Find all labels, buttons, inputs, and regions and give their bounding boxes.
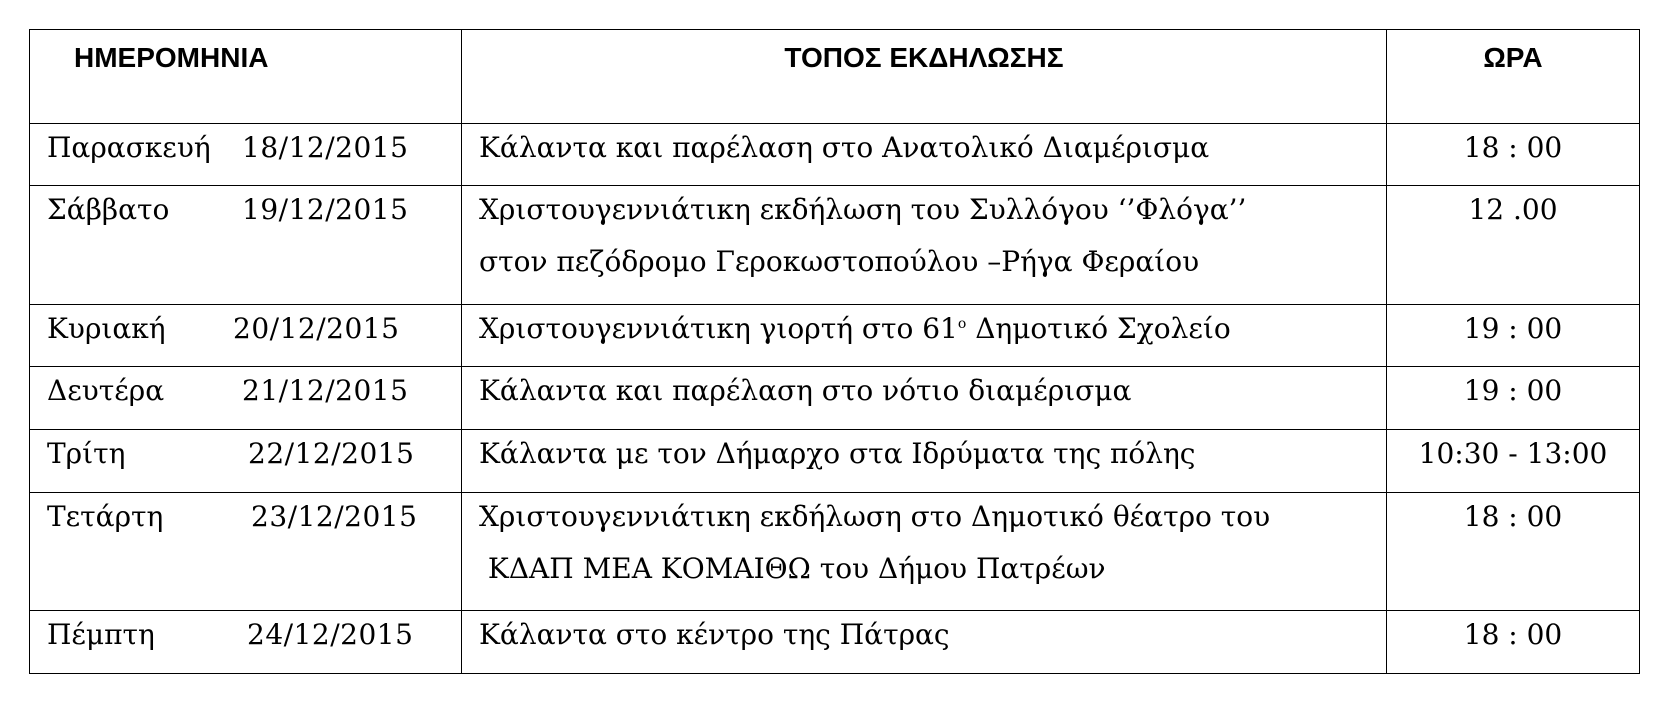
- time-cell: [1387, 611, 1640, 674]
- day-name: Παρασκευή: [47, 130, 211, 164]
- event-time: 18 : 00: [1463, 130, 1563, 164]
- date-cell: [30, 186, 462, 304]
- event-time: 18 : 00: [1463, 499, 1563, 533]
- table-row: [30, 611, 1640, 674]
- place-line: στον πεζόδρομο Γεροκωστοπούλου –Ρήγα Φεραίου: [479, 245, 1200, 279]
- place-line: Χριστουγεννιάτικη εκδήλωση στο Δημοτικό θέατρο του: [479, 499, 1271, 533]
- table-row: [30, 123, 1640, 186]
- day-name: Τρίτη: [47, 437, 126, 471]
- day-name: Πέμπτη: [47, 618, 155, 652]
- event-date: 18/12/2015: [242, 130, 409, 164]
- time-cell: [1387, 304, 1640, 367]
- event-date: 21/12/2015: [242, 374, 409, 408]
- place-cell: [462, 492, 1387, 610]
- place-line: Κάλαντα και παρέλαση στο νότιο διαμέρισμα: [479, 374, 1132, 408]
- place-line: ΚΔΑΠ ΜΕΑ ΚΟΜΑΙΘΩ του Δήμου Πατρέων: [479, 551, 1106, 585]
- header-place: [462, 30, 1387, 124]
- event-date: 23/12/2015: [251, 499, 418, 533]
- event-date: 20/12/2015: [233, 311, 400, 345]
- place-text: Χριστουγεννιάτικη γιορτή στο 61: [479, 311, 958, 345]
- place-cell: [462, 367, 1387, 430]
- place-text: Δημοτικό Σχολείο: [966, 311, 1231, 345]
- place-line: Κάλαντα με τον Δήμαρχο στα Ιδρύματα της πόλης: [479, 437, 1196, 471]
- day-name: Δευτέρα: [47, 374, 165, 408]
- table-row: [30, 186, 1640, 304]
- place-cell: [462, 611, 1387, 674]
- ordinal-superscript: ο: [957, 315, 967, 332]
- event-date: 19/12/2015: [242, 193, 409, 227]
- header-date-label: ΗΜΕΡΟΜΗΝΙΑ: [74, 42, 269, 73]
- day-name: Σάββατο: [47, 193, 170, 227]
- time-cell: [1387, 492, 1640, 610]
- place-cell: [462, 123, 1387, 186]
- event-time: 19 : 00: [1463, 374, 1563, 408]
- place-line: Κάλαντα στο κέντρο της Πάτρας: [479, 618, 950, 652]
- day-name: Τετάρτη: [47, 499, 164, 533]
- event-time: 12 .00: [1468, 193, 1558, 227]
- time-cell: [1387, 123, 1640, 186]
- table-row: [30, 304, 1640, 367]
- table-row: [30, 367, 1640, 430]
- date-cell: [30, 492, 462, 610]
- day-name: Κυριακή: [47, 311, 166, 345]
- event-date: 24/12/2015: [247, 618, 414, 652]
- date-cell: [30, 123, 462, 186]
- event-date: 22/12/2015: [248, 437, 415, 471]
- place-line: [462, 305, 1386, 365]
- time-cell: [1387, 430, 1640, 493]
- date-cell: [30, 430, 462, 493]
- header-row: [30, 30, 1640, 124]
- place-cell: [462, 430, 1387, 493]
- event-time: 19 : 00: [1463, 311, 1563, 345]
- event-time: 10:30 - 13:00: [1418, 437, 1608, 471]
- header-time-label: ΩΡΑ: [1483, 42, 1543, 73]
- header-place-label: ΤΟΠΟΣ ΕΚΔΗΛΩΣΗΣ: [784, 42, 1064, 73]
- table-row: [30, 492, 1640, 610]
- place-line: Κάλαντα και παρέλαση στο Ανατολικό Διαμέρισμα: [479, 130, 1210, 164]
- event-schedule-table: [29, 29, 1640, 674]
- event-time: 18 : 00: [1463, 618, 1563, 652]
- time-cell: [1387, 186, 1640, 304]
- date-cell: [30, 367, 462, 430]
- place-line: Χριστουγεννιάτικη εκδήλωση του Συλλόγου ‘’Φλόγα’’: [479, 193, 1247, 227]
- table-row: [30, 430, 1640, 493]
- date-cell: [30, 304, 462, 367]
- time-cell: [1387, 367, 1640, 430]
- place-cell: [462, 186, 1387, 304]
- header-date: [30, 30, 462, 124]
- date-cell: [30, 611, 462, 674]
- place-cell: [462, 304, 1387, 367]
- header-time: [1387, 30, 1640, 124]
